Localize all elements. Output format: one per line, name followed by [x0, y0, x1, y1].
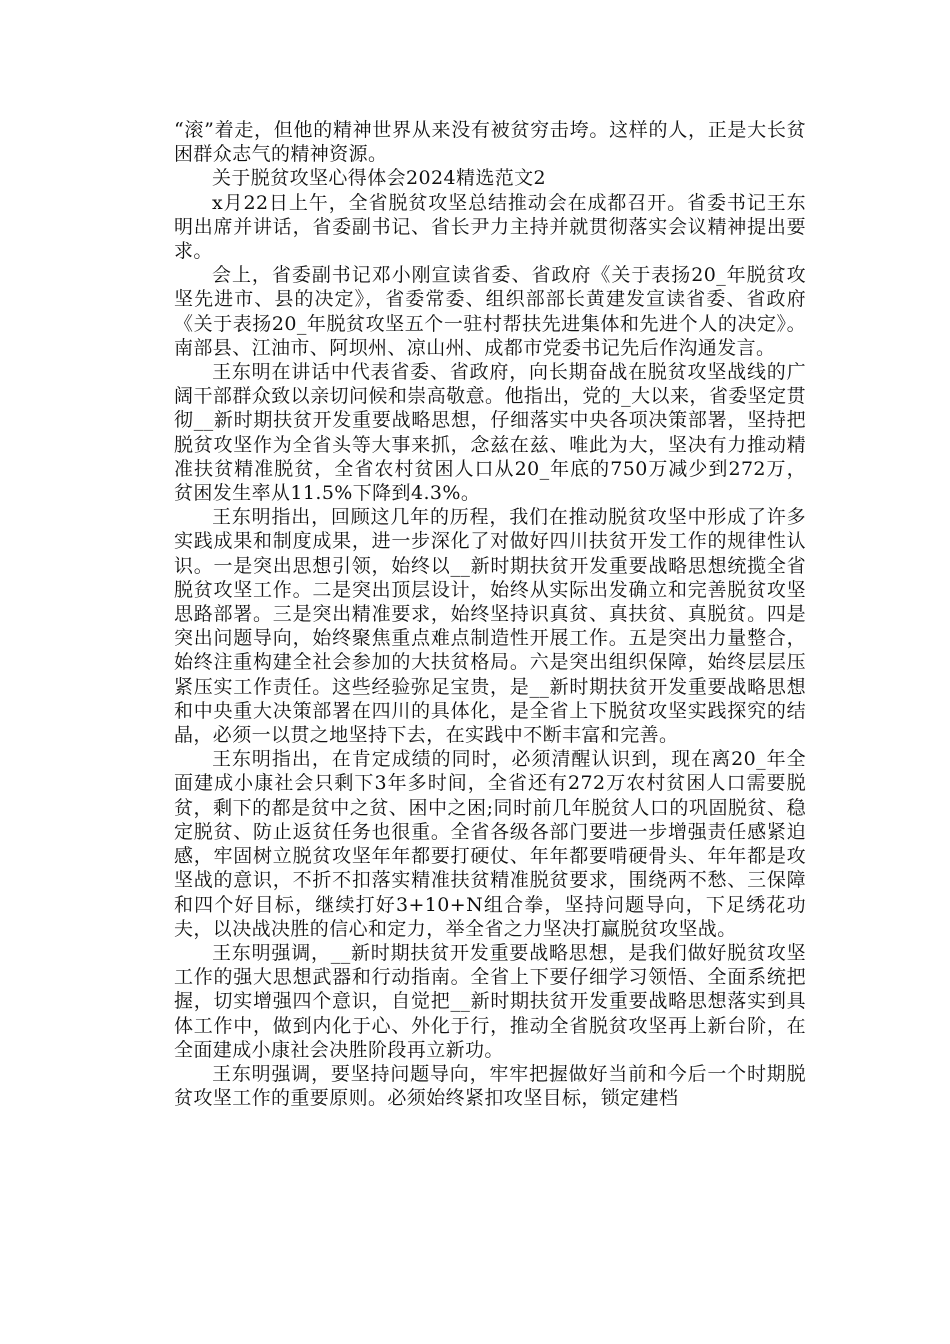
document-page: [174, 118, 806, 1110]
paragraph-problem-orientation: 王东明强调，要坚持问题导向，牢牢把握做好当前和今后一个时期脱贫攻坚工作的重要原则。必须始终紧扣攻坚目标，锁定建档: [174, 1062, 806, 1110]
paragraph-meeting-decisions: 会上，省委副书记邓小刚宣读省委、省政府《关于表扬20_年脱贫攻坚先进市、县的决定》，省委常委、组织部部长黄建发宣读省委、省政府《关于表扬20_年脱贫攻坚五个一驻村帮扶先进集体和先进个人的决定》。南部县、江油市、阿坝州、凉山州、成都市党委书记先后作沟通发言。: [174, 264, 806, 359]
paragraph-meeting-intro: x月22日上午，全省脱贫攻坚总结推动会在成都召开。省委书记王东明出席并讲话，省委副书记、省长尹力主持并就贯彻落实会议精神提出要求。: [174, 191, 806, 263]
paragraph-experience-summary: 王东明指出，回顾这几年的历程，我们在推动脱贫攻坚中形成了许多实践成果和制度成果，进一步深化了对做好四川扶贫开发工作的规律性认识。一是突出思想引领，始终以__新时期扶贫开发重要战略思想统揽全省脱贫攻坚工作。二是突出顶层设计，始终从实际出发确立和完善脱贫攻坚思路部署。三是突出精准要求，始终坚持识真贫、真扶贫、真脱贫。四是突出问题导向，始终聚焦重点难点制造性开展工作。五是突出力量整合，始终注重构建全社会参加的大扶贫格局。六是突出组织保障，始终层层压紧压实工作责任。这些经验弥足宝贵，是__新时期扶贫开发重要战略思想和中央重大决策部署在四川的具体化，是全省上下脱贫攻坚实践探究的结晶，必须一以贯之地坚持下去，在实践中不断丰富和完善。: [174, 506, 806, 747]
paragraph-strategic-thinking: 王东明强调，__新时期扶贫开发重要战略思想，是我们做好脱贫攻坚工作的强大思想武器和行动指南。全省上下要仔细学习领悟、全面系统把握，切实增强四个意识，自觉把__新时期扶贫开发重要战略思想落实到具体工作中，做到内化于心、外化于行，推动全省脱贫攻坚再上新台阶，在全面建成小康社会决胜阶段再立新功。: [174, 941, 806, 1061]
paragraph-speech-overview: 王东明在讲话中代表省委、省政府，向长期奋战在脱贫攻坚战线的广阔干部群众致以亲切问候和崇高敬意。他指出，党的_大以来，省委坚定贯彻__新时期扶贫开发重要战略思想，仔细落实中央各项决策部署，坚持把脱贫攻坚作为全省头等大事来抓，念兹在兹、唯此为大，坚决有力推动精准扶贫精准脱贫，全省农村贫困人口从20_年底的750万减少到272万，贫困发生率从11.5%下降到4.3%。: [174, 361, 806, 505]
paragraph-remaining-tasks: 王东明指出，在肯定成绩的同时，必须清醒认识到，现在离20_年全面建成小康社会只剩下3年多时间，全省还有272万农村贫困人口需要脱贫，剩下的都是贫中之贫、困中之困;同时前几年脱贫人口的巩固脱贫、稳定脱贫、防止返贫任务也很重。全省各级各部门要进一步增强责任感紧迫感，牢固树立脱贫攻坚年年都要打硬仗、年年都要啃硬骨头、年年都是攻坚战的意识，不折不扣落实精准扶贫精准脱贫要求，围绕两不愁、三保障和四个好目标，继续打好3+10+N组合拳，坚持问题导向，下足绣花功夫，以决战决胜的信心和定力，举全省之力坚决打赢脱贫攻坚战。: [174, 748, 806, 940]
paragraph-continuation: “滚”着走，但他的精神世界从来没有被贫穷击垮。这样的人，正是大长贫困群众志气的精神资源。: [174, 119, 806, 166]
article-title: 关于脱贫攻坚心得体会2024精选范文2: [212, 167, 547, 190]
